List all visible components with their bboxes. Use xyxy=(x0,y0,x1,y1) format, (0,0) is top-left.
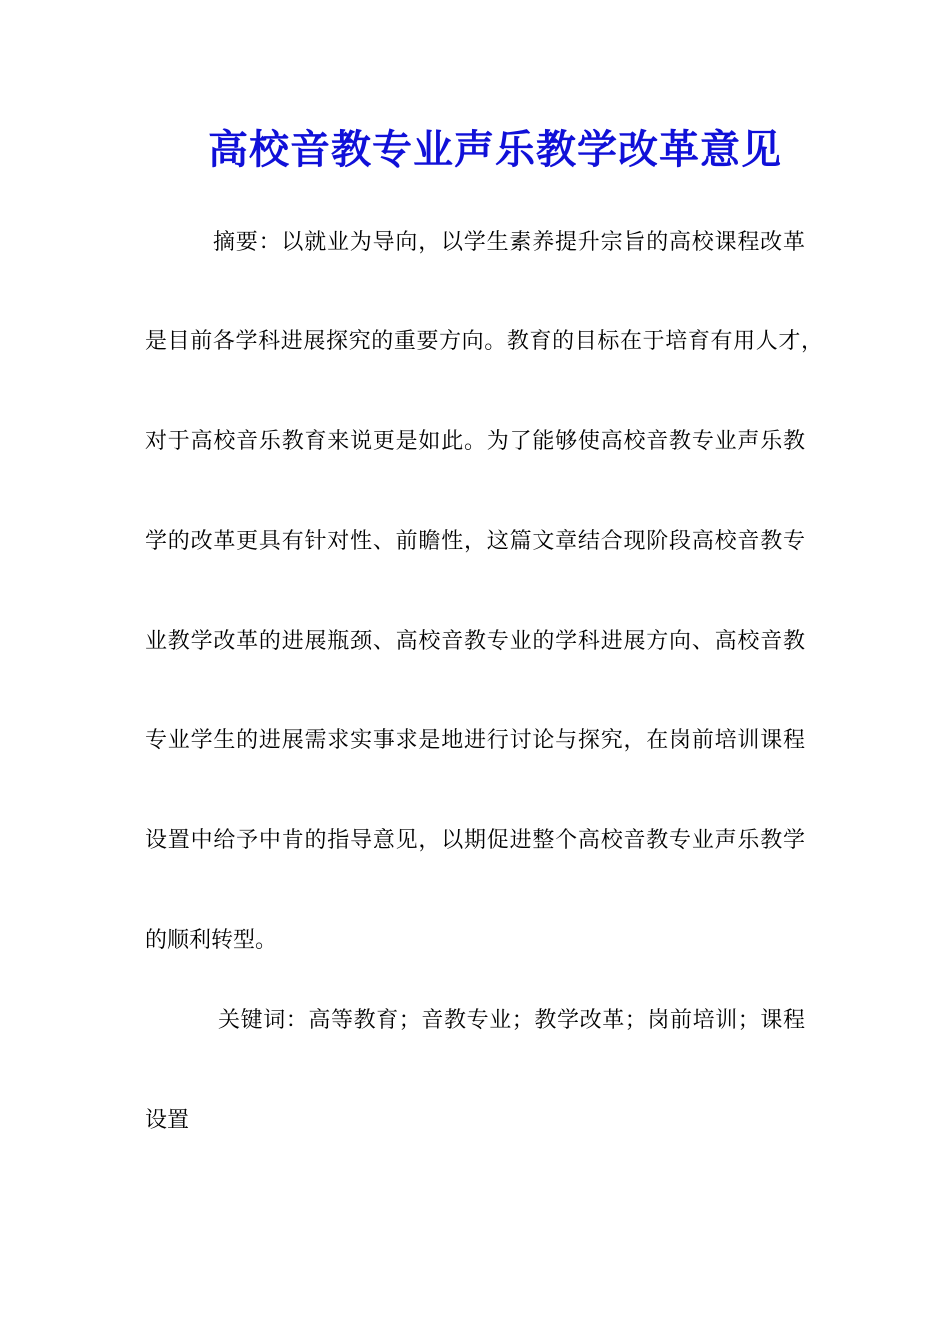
abstract-line-5: 业教学改革的进展瓶颈、高校音教专业的学科进展方向、高校音教 xyxy=(145,629,805,654)
abstract-line-8: 的顺利转型。 xyxy=(145,928,278,953)
document-title: 高校音教专业声乐教学改革意见 xyxy=(208,126,782,173)
keywords-line-2: 设置 xyxy=(145,1108,190,1133)
abstract-line-7: 设置中给予中肯的指导意见，以期促进整个高校音教专业声乐教学 xyxy=(145,828,805,853)
abstract-line-1: 摘要：以就业为导向，以学生素养提升宗旨的高校课程改革 xyxy=(213,230,805,255)
keywords-line-1: 关键词：高等教育；音教专业；教学改革；岗前培训；课程 xyxy=(218,1008,805,1033)
abstract-line-3: 对于高校音乐教育来说更是如此。为了能够使高校音教专业声乐教 xyxy=(145,429,805,454)
abstract-line-6: 专业学生的进展需求实事求是地进行讨论与探究，在岗前培训课程 xyxy=(145,728,805,753)
abstract-line-2: 是目前各学科进展探究的重要方向。教育的目标在于培育有用人才， xyxy=(145,329,823,354)
abstract-line-4: 学的改革更具有针对性、前瞻性，这篇文章结合现阶段高校音教专 xyxy=(145,529,805,554)
